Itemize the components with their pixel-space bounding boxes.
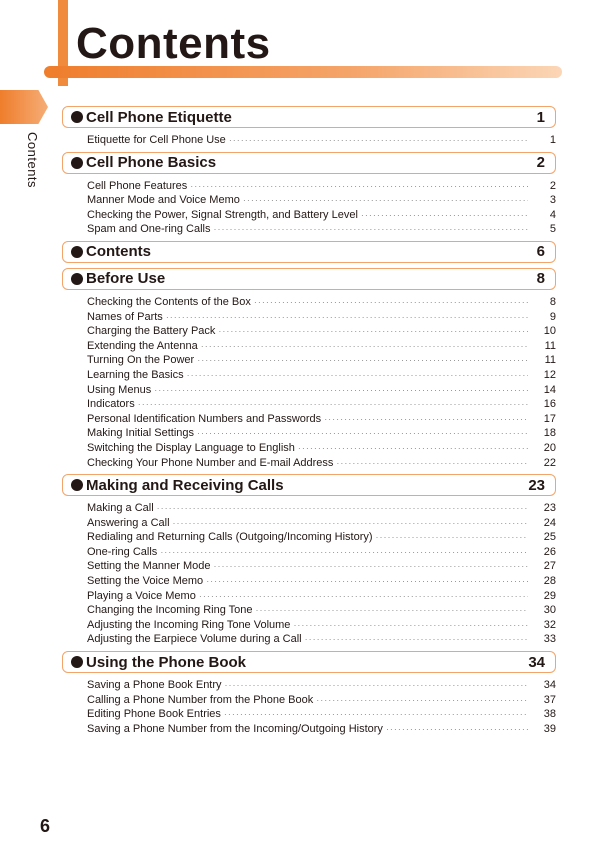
dot-leader	[138, 397, 528, 412]
entry-page-number: 33	[543, 633, 556, 646]
dot-leader	[361, 208, 528, 223]
section-title: Using the Phone Book	[86, 653, 247, 671]
entry-title: Checking Your Phone Number and E-mail Address	[87, 456, 334, 469]
toc-entry[interactable]	[62, 208, 556, 223]
dot-leader	[157, 501, 528, 516]
toc-entry[interactable]	[62, 397, 556, 412]
dot-leader	[229, 133, 528, 148]
section-heading[interactable]	[62, 106, 556, 128]
section-title: Contents	[86, 243, 151, 261]
bullet-icon	[71, 656, 83, 668]
entry-page-number: 2	[549, 179, 556, 192]
dot-leader	[187, 368, 528, 383]
section-heading[interactable]	[62, 651, 556, 673]
section-page-number: 2	[536, 154, 545, 172]
toc-section	[62, 241, 556, 263]
entry-page-number: 9	[549, 310, 556, 323]
toc-entry[interactable]	[62, 678, 556, 693]
toc-entry[interactable]	[62, 618, 556, 633]
entry-title: One-ring Calls	[87, 545, 158, 558]
entry-title: Learning the Basics	[87, 368, 184, 381]
entry-page-number: 37	[543, 693, 556, 706]
dot-leader	[386, 722, 528, 737]
dot-leader	[298, 441, 528, 456]
toc-entry[interactable]	[62, 545, 556, 560]
entry-page-number: 26	[543, 545, 556, 558]
entry-title: Adjusting the Earpiece Volume during a Call	[87, 633, 302, 646]
entry-title: Names of Parts	[87, 310, 163, 323]
entry-page-number: 4	[549, 208, 556, 221]
toc-entry[interactable]	[62, 574, 556, 589]
entry-page-number: 10	[543, 325, 556, 338]
toc-entry[interactable]	[62, 632, 556, 647]
section-title: Cell Phone Basics	[86, 154, 217, 172]
entry-title: Editing Phone Book Entries	[87, 708, 221, 721]
entry-title: Answering a Call	[87, 516, 170, 529]
entry-page-number: 22	[543, 456, 556, 469]
entry-page-number: 25	[543, 531, 556, 544]
entry-page-number: 11	[544, 354, 556, 367]
entry-title: Saving a Phone Number from the Incoming/Outgoing History	[87, 722, 383, 735]
entry-title: Changing the Incoming Ring Tone	[87, 604, 253, 617]
dot-leader	[197, 426, 528, 441]
entry-title: Adjusting the Incoming Ring Tone Volume	[87, 618, 291, 631]
toc-entry[interactable]	[62, 693, 556, 708]
dot-leader	[376, 530, 528, 545]
bullet-icon	[71, 111, 83, 123]
toc-entry[interactable]	[62, 501, 556, 516]
toc-entry[interactable]	[62, 559, 556, 574]
dot-leader	[201, 339, 528, 354]
section-title: Making and Receiving Calls	[86, 476, 284, 494]
toc-section	[62, 106, 556, 148]
entry-page-number: 28	[543, 575, 556, 588]
dot-leader	[324, 412, 528, 427]
section-page-number: 1	[536, 108, 545, 126]
entry-title: Personal Identification Numbers and Passwords	[87, 412, 322, 425]
toc-entry[interactable]	[62, 516, 556, 531]
toc-entry[interactable]	[62, 133, 556, 148]
entry-title: Making a Call	[87, 502, 154, 515]
entry-title: Checking the Power, Signal Strength, and Battery Level	[87, 208, 358, 221]
entry-page-number: 11	[544, 339, 556, 352]
dot-leader	[197, 353, 528, 368]
page-title: Contents	[76, 19, 271, 68]
entry-page-number: 3	[549, 194, 556, 207]
dot-leader	[199, 589, 528, 604]
section-page-number: 6	[536, 243, 545, 261]
section-page-number: 8	[536, 270, 545, 288]
entry-title: Switching the Display Language to English	[87, 441, 295, 454]
entry-page-number: 34	[543, 679, 556, 692]
entry-title: Saving a Phone Book Entry	[87, 679, 222, 692]
section-heading[interactable]	[62, 241, 556, 263]
entry-page-number: 20	[543, 441, 556, 454]
entry-title: Making Initial Settings	[87, 427, 194, 440]
toc-entry[interactable]	[62, 426, 556, 441]
toc-entry[interactable]	[62, 603, 556, 618]
dot-leader	[160, 545, 528, 560]
toc-entry[interactable]	[62, 222, 556, 237]
toc-section	[62, 152, 556, 237]
entry-title: Spam and One-ring Calls	[87, 223, 211, 236]
toc-entry[interactable]	[62, 179, 556, 194]
entry-title: Charging the Battery Pack	[87, 325, 216, 338]
toc-section	[62, 474, 556, 647]
bullet-icon	[71, 273, 83, 285]
dot-leader	[154, 383, 528, 398]
toc-entry[interactable]	[62, 441, 556, 456]
dot-leader	[214, 222, 528, 237]
bullet-icon	[71, 246, 83, 258]
section-title: Before Use	[86, 270, 166, 288]
dot-leader	[336, 456, 528, 471]
entry-title: Calling a Phone Number from the Phone Book	[87, 693, 314, 706]
entry-page-number: 30	[543, 604, 556, 617]
side-tab-marker	[0, 90, 48, 124]
bullet-icon	[71, 157, 83, 169]
page-number: 6	[40, 816, 51, 836]
entry-title: Cell Phone Features	[87, 179, 188, 192]
section-page-number: 34	[528, 653, 545, 671]
entry-title: Extending the Antenna	[87, 339, 198, 352]
entry-page-number: 17	[543, 412, 556, 425]
toc-entry[interactable]	[62, 353, 556, 368]
entry-page-number: 16	[543, 398, 556, 411]
entry-title: Setting the Manner Mode	[87, 560, 211, 573]
entry-title: Redialing and Returning Calls (Outgoing/Incoming History)	[87, 531, 373, 544]
toc-entry[interactable]	[62, 324, 556, 339]
dot-leader	[214, 559, 528, 574]
dot-leader	[316, 693, 528, 708]
entry-page-number: 29	[543, 589, 556, 602]
dot-leader	[166, 310, 528, 325]
toc-entry[interactable]	[62, 368, 556, 383]
toc-entry[interactable]	[62, 722, 556, 737]
entry-page-number: 39	[543, 722, 556, 735]
entry-page-number: 8	[549, 295, 556, 308]
dot-leader	[225, 678, 528, 693]
entry-page-number: 24	[543, 516, 556, 529]
dot-leader	[206, 574, 528, 589]
toc-section	[62, 651, 556, 736]
entry-title: Using Menus	[87, 383, 152, 396]
entry-page-number: 27	[543, 560, 556, 573]
toc-entry[interactable]	[62, 456, 556, 471]
section-heading[interactable]	[62, 474, 556, 496]
entry-title: Playing a Voice Memo	[87, 589, 196, 602]
table-of-contents	[62, 104, 556, 740]
entry-page-number: 1	[549, 134, 556, 146]
section-heading[interactable]	[62, 268, 556, 290]
dot-leader	[224, 707, 528, 722]
section-title: Cell Phone Etiquette	[86, 108, 232, 126]
toc-entry[interactable]	[62, 193, 556, 208]
dot-leader	[305, 632, 528, 647]
entry-title: Checking the Contents of the Box	[87, 295, 251, 308]
section-page-number: 23	[528, 476, 545, 494]
toc-entry[interactable]	[62, 339, 556, 354]
entry-page-number: 38	[543, 708, 556, 721]
entry-page-number: 18	[543, 427, 556, 440]
bullet-icon	[71, 479, 83, 491]
dot-leader	[254, 295, 528, 310]
toc-entry[interactable]	[62, 589, 556, 604]
entry-title: Indicators	[87, 398, 135, 411]
entry-title: Turning On the Power	[87, 354, 195, 367]
toc-entry[interactable]	[62, 310, 556, 325]
entry-page-number: 32	[543, 618, 556, 631]
dot-leader	[190, 179, 528, 194]
toc-entry[interactable]	[62, 530, 556, 545]
dot-leader	[256, 603, 528, 618]
toc-entry[interactable]	[62, 707, 556, 722]
entry-page-number: 5	[549, 223, 556, 236]
entry-page-number: 12	[543, 368, 556, 381]
entry-page-number: 14	[543, 383, 556, 396]
toc-entry[interactable]	[62, 412, 556, 427]
toc-section	[62, 268, 556, 470]
side-tab-label: Contents	[25, 132, 40, 189]
toc-entry[interactable]	[62, 383, 556, 398]
entry-title: Setting the Voice Memo	[87, 575, 204, 588]
entry-title: Manner Mode and Voice Memo	[87, 194, 240, 207]
dot-leader	[173, 516, 528, 531]
dot-leader	[243, 193, 528, 208]
entry-page-number: 23	[543, 502, 556, 515]
entry-title: Etiquette for Cell Phone Use	[87, 134, 226, 146]
dot-leader	[218, 324, 528, 339]
section-heading[interactable]	[62, 152, 556, 174]
toc-entry[interactable]	[62, 295, 556, 310]
dot-leader	[293, 618, 528, 633]
